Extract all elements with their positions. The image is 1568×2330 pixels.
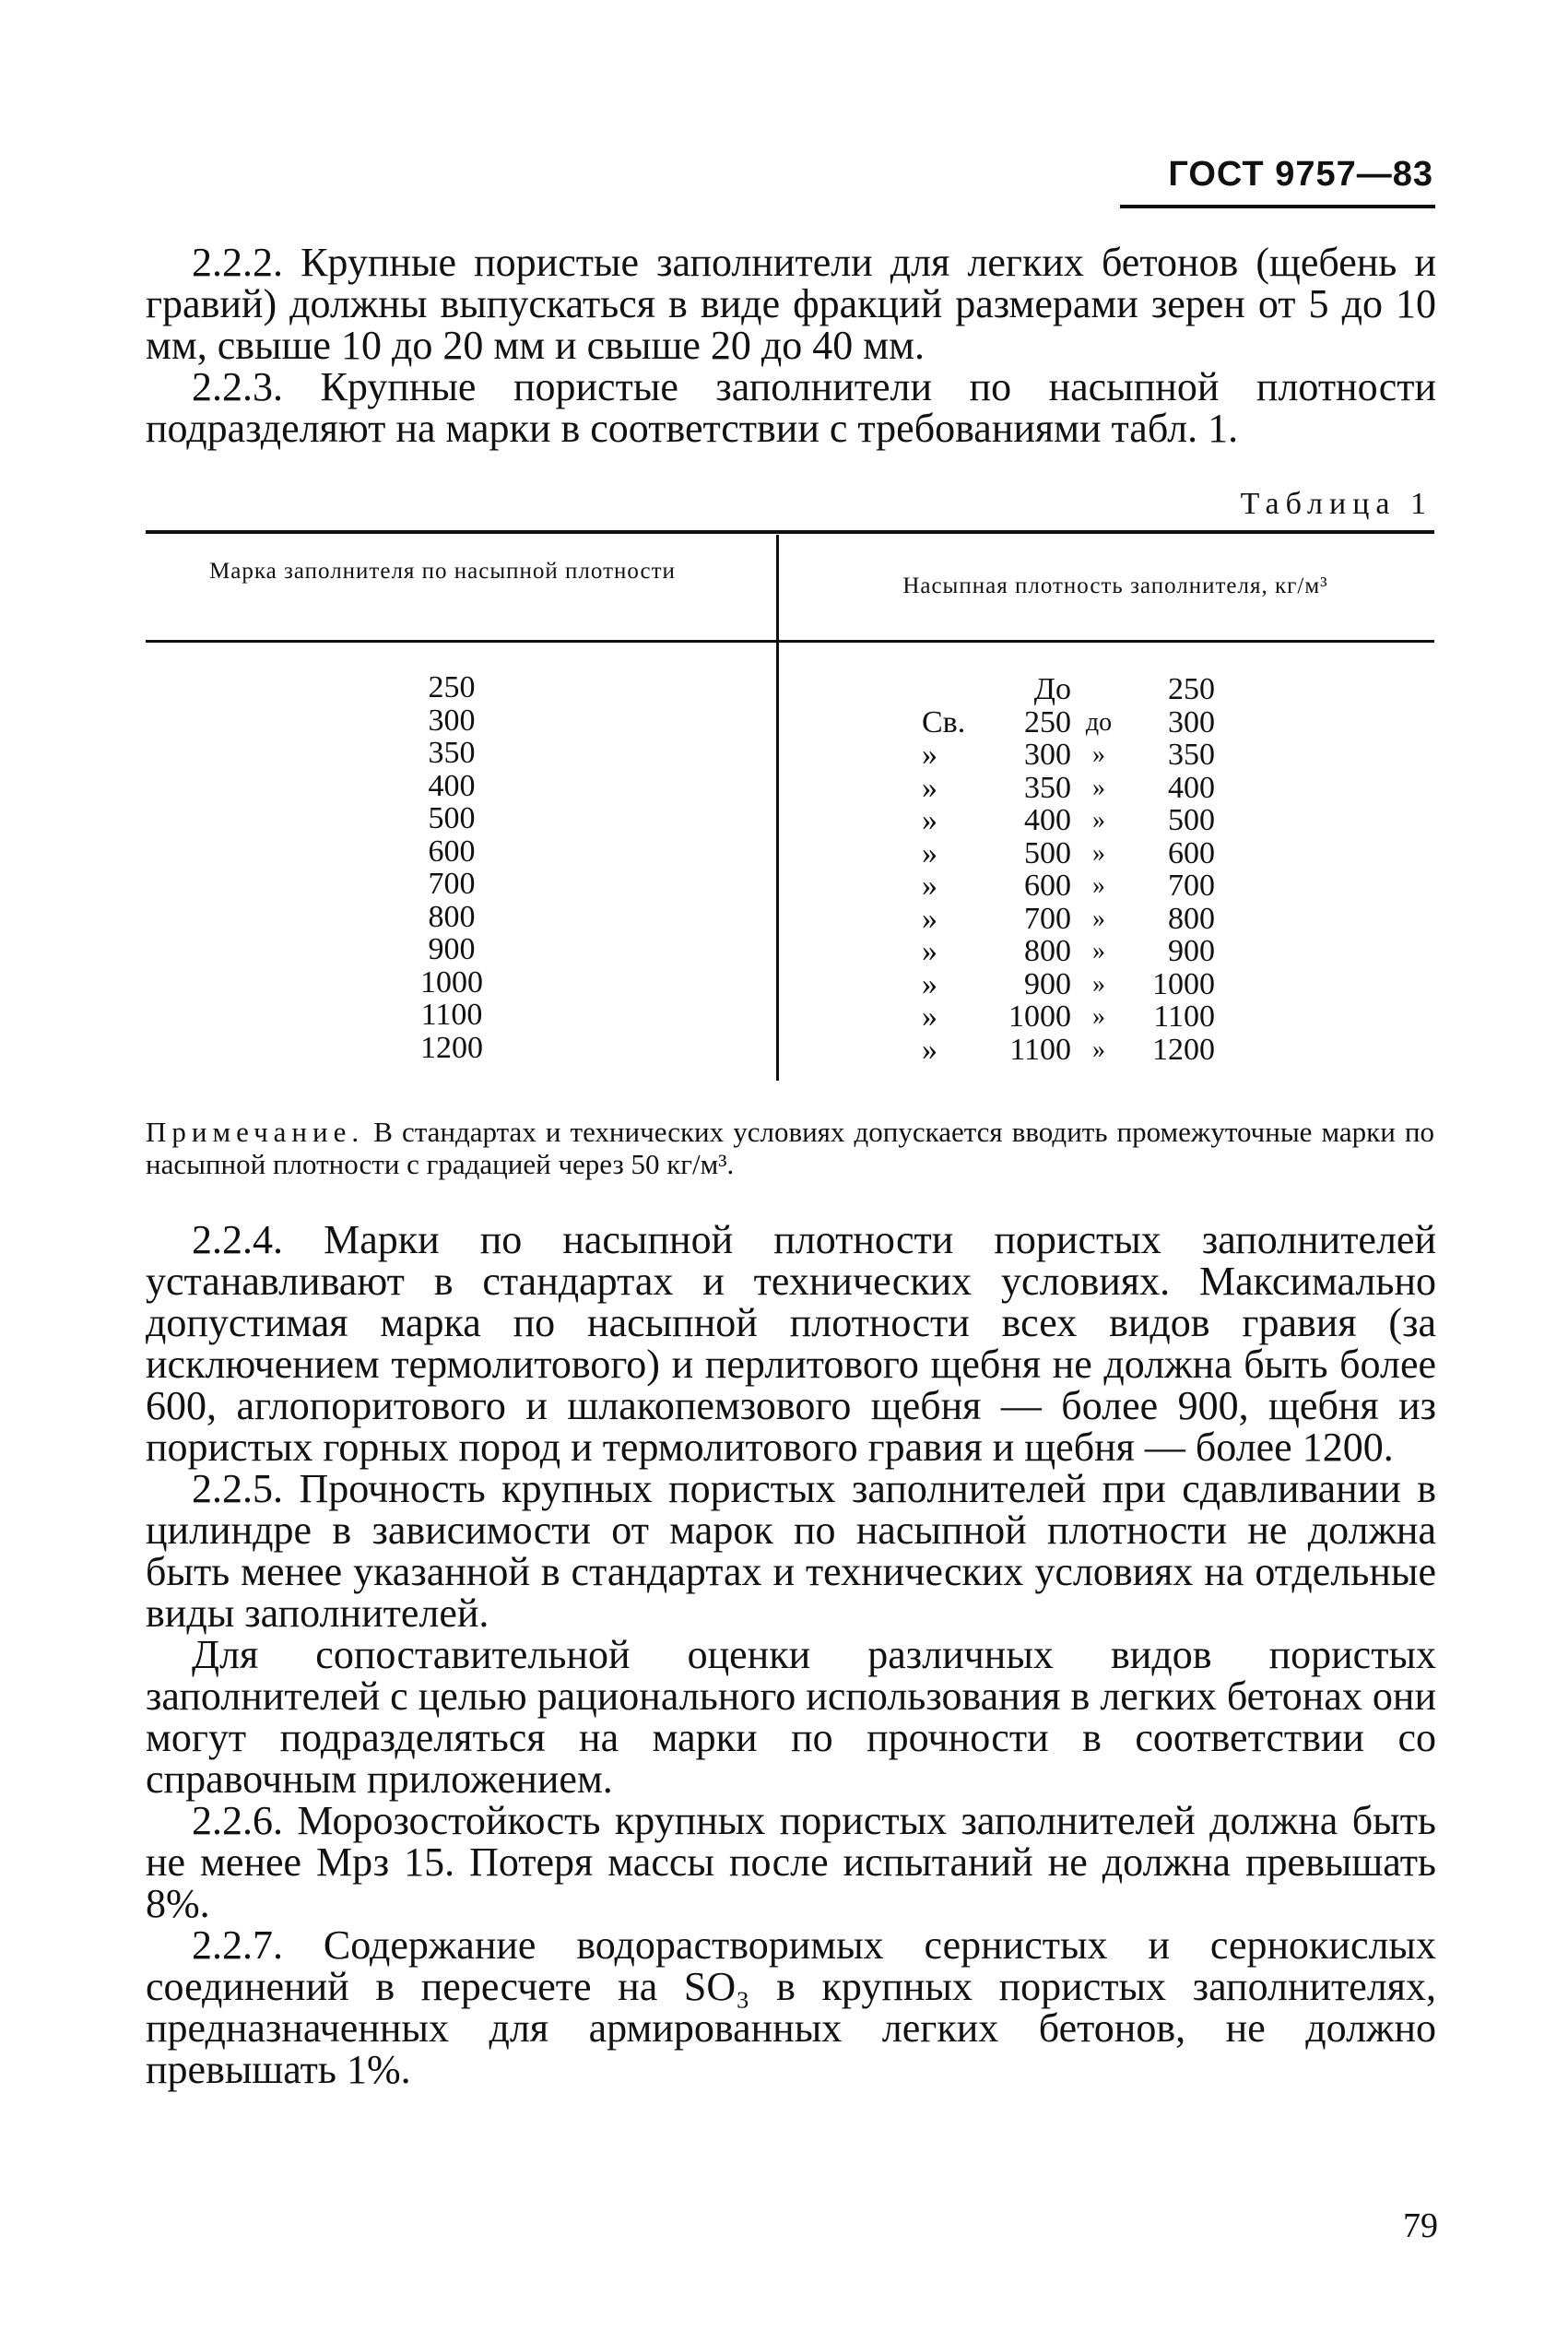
paragraph-2-2-7: 2.2.7. Содержание водорастворимых сернистых и сернокислых соединений в пересчете на SO₃ в крупных пористых заполнителях, предназначенных для армированных легких бетонов, не должно превышать 1%. — [146, 1922, 1436, 2092]
density-column — [922, 673, 1254, 1066]
density-to: 600 — [1168, 835, 1215, 870]
density-row — [922, 739, 1254, 772]
table-top-rule — [146, 530, 1434, 534]
grade-cell: 350 — [428, 736, 476, 770]
paragraph-2-2-5: 2.2.5. Прочность крупных пористых заполнителей при сдавливании в цилиндре в зависимости от марок по насыпной плотности не должна быть менее указанной в стандартах и технических условиях на отдельные виды заполнителей. — [146, 1466, 1436, 1636]
density-from: 400 — [1024, 803, 1071, 837]
page-number: 79 — [1403, 2206, 1438, 2245]
density-to: 400 — [1168, 770, 1215, 805]
density-sep: » — [1092, 904, 1105, 933]
grade-cell: 1200 — [420, 1030, 483, 1065]
density-from: 250 — [1024, 704, 1071, 739]
density-to: 350 — [1168, 738, 1215, 772]
density-row — [922, 968, 1254, 1001]
density-row — [922, 869, 1254, 903]
density-sep: » — [1092, 838, 1105, 868]
density-sep: » — [1092, 740, 1105, 769]
density-row — [922, 1000, 1254, 1034]
density-from: 900 — [1024, 966, 1071, 1001]
density-prefix: » — [922, 803, 937, 837]
grade-cell: 250 — [428, 670, 476, 704]
density-prefix: » — [922, 1032, 937, 1067]
density-to: 700 — [1168, 869, 1215, 903]
density-from: 300 — [1024, 738, 1071, 772]
grade-cell: 500 — [428, 801, 476, 835]
density-to: 250 — [1168, 672, 1215, 706]
density-row — [922, 673, 1254, 706]
grade-cell: 700 — [428, 867, 476, 901]
density-sep: » — [1092, 806, 1105, 834]
note-label: Примечание. — [146, 1116, 365, 1148]
note-text: В стандартах и технических условиях допускается вводить промежуточные марки по насыпной плотности с градацией через 50 кг/м³. — [146, 1116, 1434, 1180]
grade-cell: 1000 — [420, 964, 483, 999]
density-from: 1000 — [1008, 999, 1071, 1034]
density-prefix: » — [922, 966, 937, 1001]
density-row — [922, 804, 1254, 837]
density-row — [922, 837, 1254, 870]
table-header-grade: Марка заполнителя по насыпной плотности — [209, 559, 676, 584]
density-sep: » — [1092, 937, 1105, 965]
density-from: До — [1033, 672, 1071, 706]
density-sep: » — [1092, 773, 1105, 802]
density-prefix: » — [922, 770, 937, 805]
density-row — [922, 1034, 1254, 1067]
density-row — [922, 935, 1254, 968]
standard-code-header: ГОСТ 9757—83 — [1168, 155, 1433, 194]
density-prefix — [922, 673, 1007, 706]
density-to: 800 — [1168, 901, 1215, 936]
density-prefix: » — [922, 835, 937, 870]
table-header-rule — [146, 640, 1434, 643]
density-sep: до — [1085, 707, 1113, 737]
density-prefix: » — [922, 999, 937, 1034]
table-column-divider — [776, 535, 779, 1081]
density-from: 500 — [1024, 835, 1071, 870]
table-header-density: Насыпная плотность заполнителя, кг/м³ — [902, 574, 1328, 598]
paragraph-2-2-2: 2.2.2. Крупные пористые заполнители для легких бетонов (щебень и гравий) должны выпускаться в виде фракций размерами зерен от 5 до 10 мм, свыше 10 до 20 мм и свыше 20 до 40 мм. — [146, 240, 1436, 368]
density-prefix: Св. — [922, 704, 966, 739]
density-row — [922, 903, 1254, 936]
density-sep: » — [1092, 969, 1105, 999]
grade-column — [369, 671, 535, 1064]
density-to: 1100 — [1153, 999, 1215, 1034]
paragraph-2-2-6: 2.2.6. Морозостойкость крупных пористых заполнителей должна быть не менее Мрз 15. Потеря массы после испытаний не должна превышать 8%. — [146, 1798, 1436, 1926]
density-row — [922, 772, 1254, 805]
paragraph-2-2-4: 2.2.4. Марки по насыпной плотности пористых заполнителей устанавливают в стандартах и технических условиях. Максимально допустимая марка по насыпной плотности всех видов гравия (за исключением термолитового) и перлитового щебня не должна быть более 600, аглопоритового и шлакопемзового щебня — более 900, щебня из пористых горных пород и термолитового гравия и щебня — более 1200. — [146, 1217, 1436, 1470]
density-to: 300 — [1168, 704, 1215, 739]
density-sep — [1071, 673, 1126, 706]
table-note — [146, 1116, 1434, 1180]
density-to: 1200 — [1152, 1032, 1215, 1067]
density-to: 500 — [1168, 803, 1215, 837]
density-from: 800 — [1024, 934, 1071, 968]
density-sep: » — [1092, 871, 1105, 900]
density-prefix: » — [922, 901, 937, 936]
density-sep: » — [1092, 1002, 1105, 1031]
density-to: 900 — [1168, 934, 1215, 968]
density-to: 1000 — [1152, 966, 1215, 1001]
paragraph-comparative-assessment: Для сопоставительной оценки различных видов пористых заполнителей с целью рационального использования в легких бетонах они могут подразделяться на марки по прочности в соответствии со справочным приложением. — [146, 1632, 1436, 1802]
paragraph-2-2-3: 2.2.3. Крупные пористые заполнители по насыпной плотности подразделяют на марки в соответствии с требованиями табл. 1. — [146, 364, 1436, 451]
density-row — [922, 706, 1254, 739]
grade-cell: 600 — [428, 834, 476, 869]
density-prefix: » — [922, 869, 937, 903]
intro-section — [146, 242, 1436, 449]
density-prefix: » — [922, 934, 937, 968]
body-section — [146, 1219, 1436, 2090]
grade-cell: 1100 — [420, 998, 483, 1032]
density-sep: » — [1092, 1035, 1105, 1064]
header-underline — [1120, 205, 1435, 208]
grade-cell: 800 — [428, 899, 476, 934]
grade-cell: 900 — [428, 932, 476, 966]
grade-cell: 300 — [428, 703, 476, 738]
density-from: 350 — [1024, 770, 1071, 805]
density-prefix: » — [922, 738, 937, 772]
density-from: 600 — [1024, 869, 1071, 903]
density-from: 1100 — [1009, 1032, 1071, 1067]
grade-cell: 400 — [428, 768, 476, 803]
density-from: 700 — [1024, 901, 1071, 936]
table-caption: Таблица 1 — [1240, 487, 1432, 521]
